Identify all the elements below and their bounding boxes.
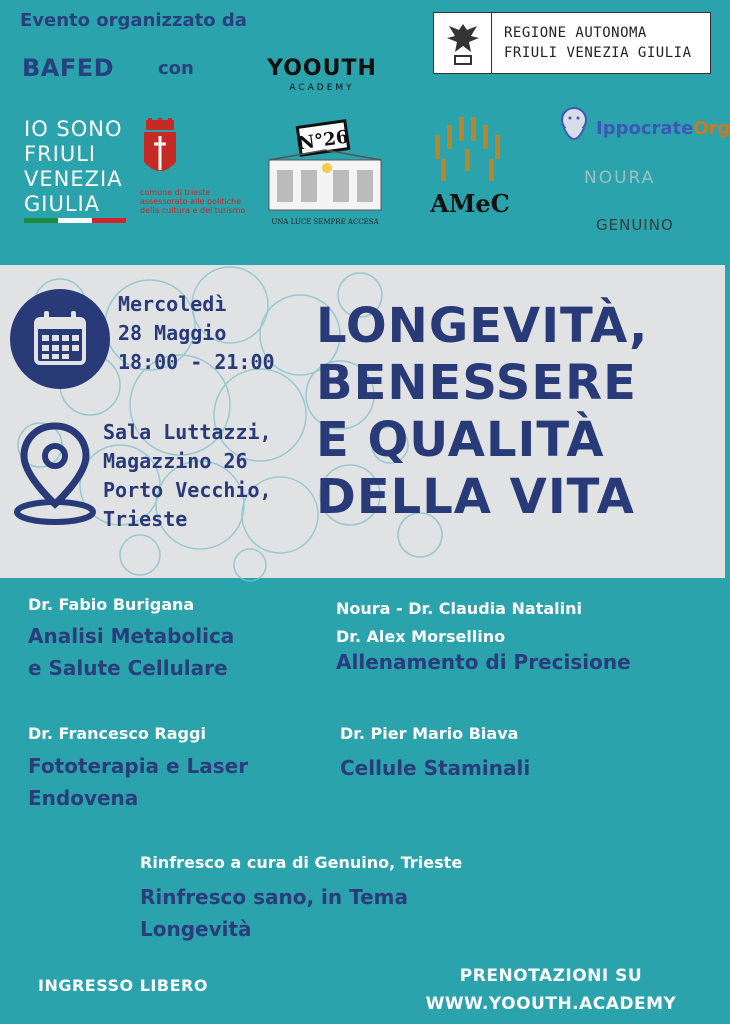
speaker-topic [28,620,234,684]
speaker-topic [28,750,318,814]
place-line: Porto Vecchio, [103,478,272,502]
amec-figures-icon [425,115,515,185]
refreshment-line: Rinfresco sano, in Tema [140,885,408,909]
place-line: Sala Luttazzi, [103,420,272,444]
comune-trieste-logo [140,120,255,215]
calendar-icon [10,289,110,389]
genuino-logo: GENUINO [596,216,674,234]
region-line-1: REGIONE AUTONOMA [504,25,647,41]
amec-text: AMeC [430,189,510,218]
booking-label: PRENOTAZIONI SU [459,966,643,986]
io-sono-fvg-logo [24,117,123,217]
yoouth-academy-logo [262,56,382,93]
refreshment-desc [140,881,500,945]
trieste-caption-line: della cultura e del turismo [140,206,246,215]
iosono-line: FRIULI [24,142,97,166]
speaker-topic [336,646,631,678]
refreshment-title: Rinfresco a cura di Genuino, Trieste [140,853,463,872]
speaker-name-line: Noura - Dr. Claudia Natalini [336,599,582,618]
topic-line: Endovena [28,786,139,810]
event-date [118,290,275,377]
topic-line: Fototerapia e Laser [28,754,249,778]
speaker-name: Dr. Fabio Burigana [28,595,195,614]
speaker-name: Dr. Pier Mario Biava [340,724,519,743]
free-entry-label: INGRESSO LIBERO [38,976,208,995]
speaker-topic [340,752,530,784]
building-icon [265,120,385,212]
region-line-2: FRIULI VENEZIA GIULIA [504,45,692,61]
calendar-badge [10,289,110,389]
booking-url[interactable]: WWW.YOOUTH.ACADEMY [425,994,677,1014]
italian-flag-icon [24,218,126,223]
speaker-name-line: Dr. Alex Morsellino [336,627,506,646]
iosono-line: GIULIA [24,192,101,216]
place-line: Magazzino 26 [103,449,248,473]
topic-line: Analisi Metabolica [28,624,235,648]
ippocrate-org-logo [556,104,730,152]
trieste-crest-icon [140,120,180,180]
with-label: con [158,58,194,79]
trieste-caption-line: assessorato alle politiche [140,197,242,206]
event-location [103,418,272,534]
event-time: 18:00 - 21:00 [118,350,275,374]
iosono-line: VENEZIA [24,167,123,191]
title-line: BENESSERE [316,355,637,411]
ippocrate-org-text: Org [693,117,730,139]
yoouth-logo-sub: ACADEMY [289,83,355,93]
topic-line: Allenamento di Precisione [336,650,631,674]
title-line: E QUALITÀ [316,412,605,468]
event-day: Mercoledì [118,292,227,316]
place-line: Trieste [103,507,188,531]
ippocrate-text: Ippocrate [596,117,694,139]
organizer-logo: BAFED [22,54,115,82]
region-logo [433,12,711,74]
n26-label: N°26 [296,126,350,155]
eagle-emblem-icon [434,13,492,73]
iosono-line: IO SONO [24,117,123,141]
location-pin-icon [12,420,98,530]
event-date-value: 28 Maggio [118,321,227,345]
topic-line: Cellule Staminali [340,756,531,780]
ippocrate-bust-icon [556,104,592,152]
speaker-name: Dr. Francesco Raggi [28,724,206,743]
magazzino-26-logo [265,120,385,226]
amec-text [415,189,525,218]
noura-logo: NOURA [584,168,656,188]
organized-by-label: Evento organizzato da [20,10,247,31]
title-line: LONGEVITÀ, [316,298,649,354]
n26-caption: UNA LUCE SEMPRE ACCESA [271,218,379,226]
speaker-name [336,595,582,651]
yoouth-logo-text: YOOUTH [267,56,377,81]
amec-logo [415,115,525,218]
refreshment-line: Longevità [140,917,252,941]
booking-info [398,962,704,1018]
topic-line: e Salute Cellulare [28,656,228,680]
title-line: DELLA VITA [316,469,635,525]
trieste-caption-line: comune di trieste [140,188,211,197]
event-title [316,298,648,526]
